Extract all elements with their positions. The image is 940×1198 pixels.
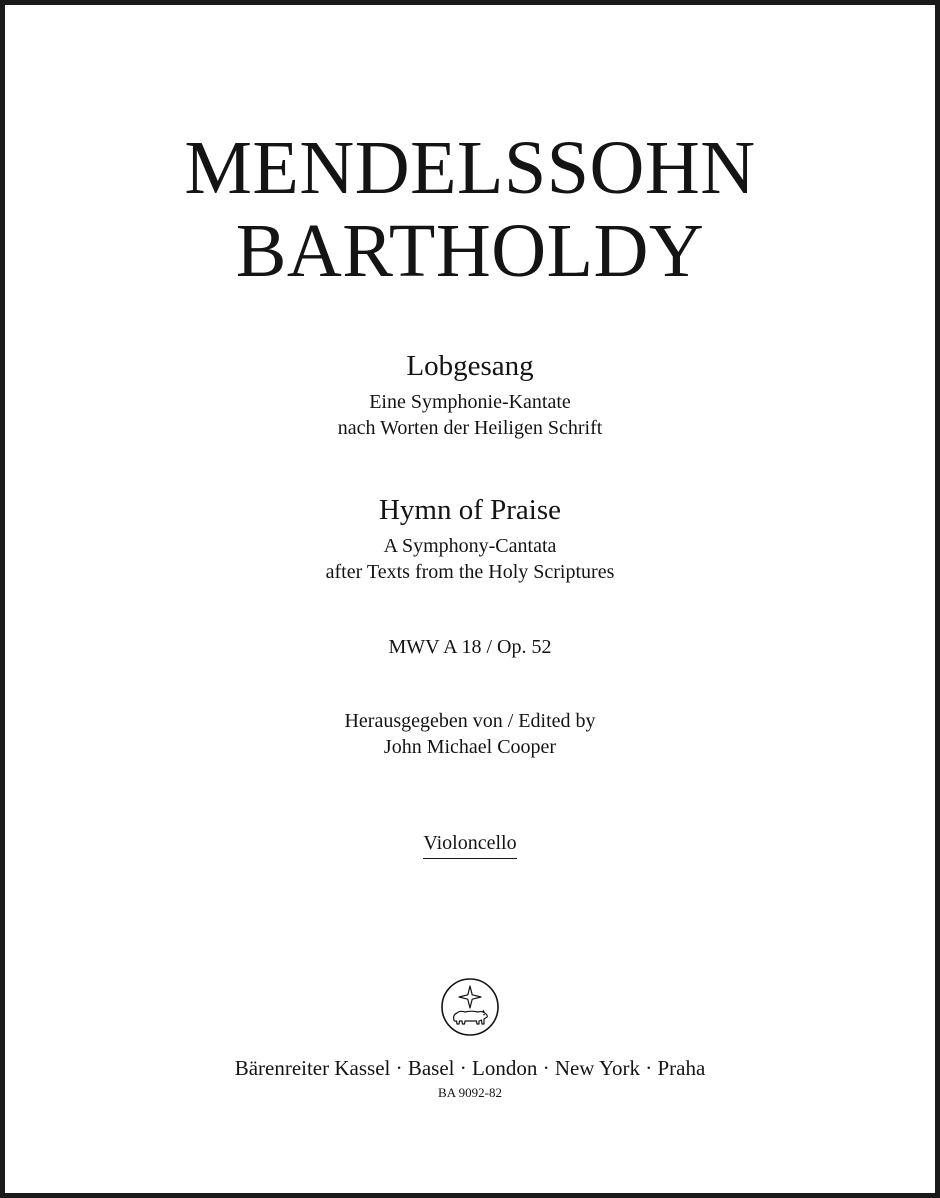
composer-name-line-2: BARTHOLDY (235, 209, 705, 293)
order-number: BA 9092-82 (438, 1085, 502, 1100)
german-title: Lobgesang (406, 350, 534, 382)
composer-name-line-1: MENDELSSOHN (184, 126, 756, 210)
catalog-number: MWV A 18 / Op. 52 (388, 636, 552, 658)
editor-label: Herausgegeben von / Edited by (344, 710, 596, 732)
baerenreiter-bear-star-logo-icon (440, 977, 500, 1037)
instrument-part (5, 833, 935, 859)
publisher-places: Bärenreiter Kassel · Basel · London · New York · Praha (234, 1056, 706, 1080)
german-subtitle-2: nach Worten der Heiligen Schrift (337, 417, 603, 439)
instrument-label: Violoncello (423, 833, 516, 859)
english-title: Hymn of Praise (378, 494, 562, 526)
german-subtitle-1: Eine Symphonie-Kantate (369, 391, 571, 413)
editor-name: John Michael Cooper (383, 736, 557, 758)
english-subtitle-1: A Symphony-Cantata (383, 535, 557, 557)
english-subtitle-2: after Texts from the Holy Scriptures (325, 561, 615, 583)
